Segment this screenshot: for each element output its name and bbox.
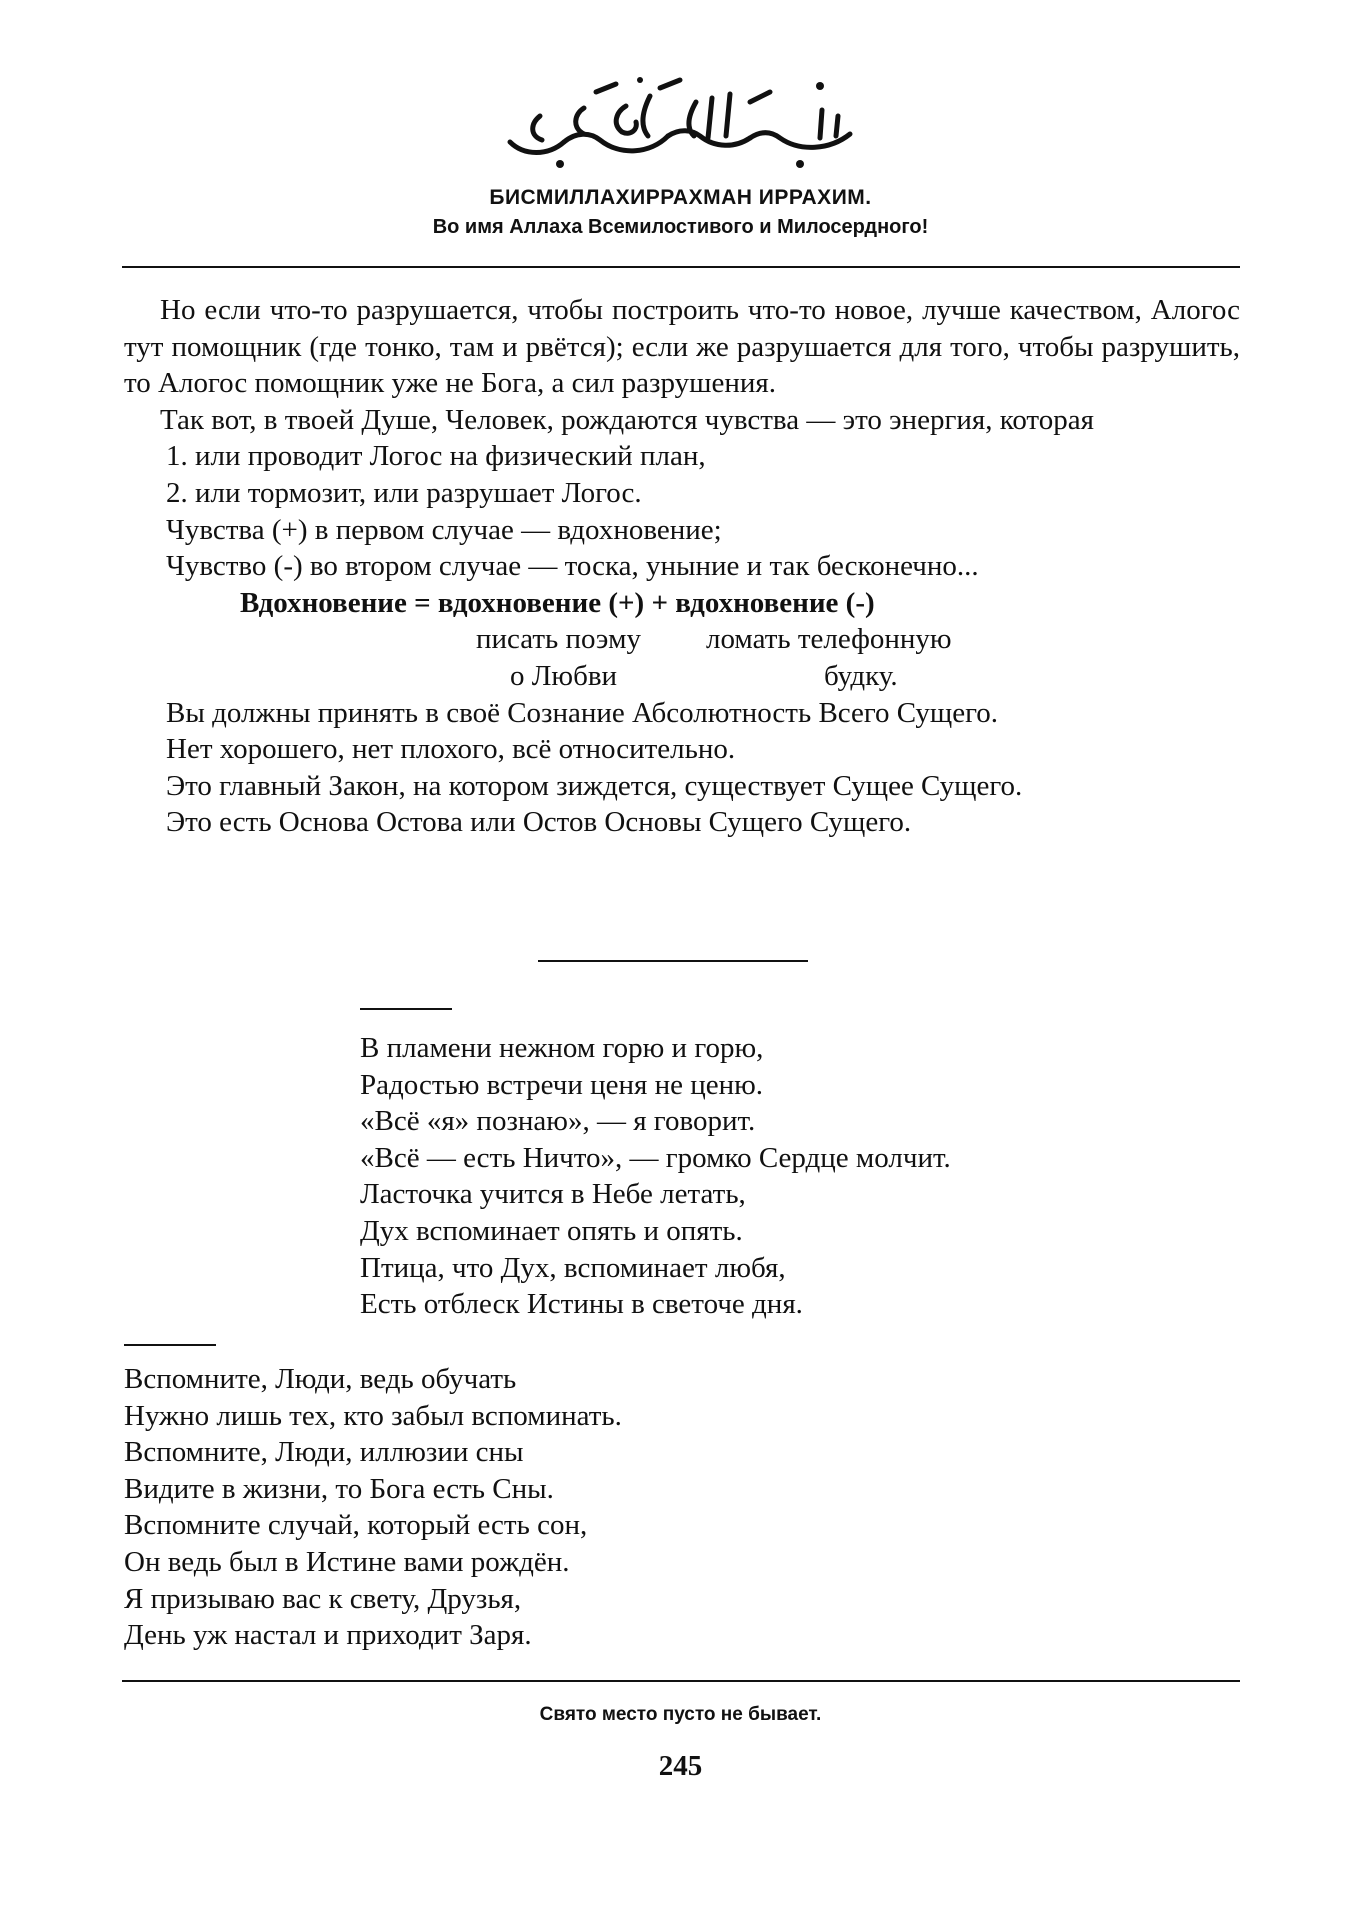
sub-right-2: будку.: [824, 659, 898, 692]
basmala-calligraphy-icon: [500, 72, 860, 172]
poem2-line: День уж настал и приходит Заря.: [124, 1619, 532, 1652]
paragraph-1: Но если что-то разрушается, чтобы построить что-то новое, лучше качеством, Алогос тут помощник (где тонко, там и рвётся); если же разрушается для того, чтобы разрушить, то Алогос помощник уже не Бога, а сил разрушения.: [124, 294, 1240, 400]
feeling-minus-line: Чувство (-) во втором случае — тоска, уныние и так бесконечно...: [166, 550, 979, 583]
poem1-line: «Всё «я» познаю», — я говорит.: [360, 1105, 756, 1138]
poem1-line: «Всё — есть Ничто», — громко Сердце молчит.: [360, 1141, 951, 1174]
poem1-line: Радостью встречи ценя не ценю.: [360, 1068, 764, 1101]
poem2-line: Я призываю вас к свету, Друзья,: [124, 1582, 522, 1615]
list-item-2: 2. или тормозит, или разрушает Логос.: [166, 476, 642, 509]
poem1-dash: [360, 1008, 452, 1010]
sub-right-1: ломать телефонную: [706, 623, 952, 656]
poem1-line: Ласточка учится в Небе летать,: [360, 1178, 746, 1211]
formula-sub-row-1: [124, 621, 1240, 658]
sub-left-2: о Любви: [510, 659, 618, 692]
header-divider: [122, 266, 1240, 268]
poem2-dash: [124, 1344, 216, 1346]
poem2-line: Вспомните случай, который есть сон,: [124, 1509, 588, 1542]
poem1-line: Дух вспоминает опять и опять.: [360, 1214, 743, 1247]
conclusion-1: Вы должны принять в своё Сознание Абсолютность Всего Сущего.: [166, 696, 999, 729]
sub-left-1: писать поэму: [476, 623, 641, 656]
poem-2: [124, 1361, 622, 1654]
poem1-line: В пламени нежном горю и горю,: [360, 1032, 764, 1064]
header-translation: Во имя Аллаха Всемилостивого и Милосердного!: [432, 216, 929, 238]
poem1-line: Птица, что Дух, вспоминает любя,: [360, 1251, 786, 1284]
main-text: [124, 292, 1240, 841]
list-item-1: 1. или проводит Логос на физический план,: [166, 440, 706, 473]
poem1-line: Есть отблеск Истины в светоче дня.: [360, 1288, 803, 1321]
poem-1: [360, 1030, 951, 1323]
section-divider: [538, 960, 808, 962]
formula-line: Вдохновение = вдохновение (+) + вдохновение (-): [240, 586, 875, 619]
formula-sub-row-2: [124, 658, 1240, 695]
conclusion-2: Нет хорошего, нет плохого, всё относительно.: [166, 733, 736, 766]
page-number: 245: [658, 1750, 703, 1782]
header-transliteration: БИСМИЛЛАХИРРАХМАН ИРРАХИМ.: [489, 186, 872, 209]
conclusion-3: Это главный Закон, на котором зиждется, существует Сущее Сущего.: [166, 769, 1023, 802]
feeling-plus-line: Чувства (+) в первом случае — вдохновение;: [166, 513, 722, 546]
footer-divider: [122, 1680, 1240, 1682]
paragraph-2: Так вот, в твоей Душе, Человек, рождаются чувства — это энергия, которая: [160, 403, 1094, 436]
poem2-line: Видите в жизни, то Бога есть Сны.: [124, 1472, 554, 1505]
poem2-line: Он ведь был в Истине вами рождён.: [124, 1545, 570, 1578]
footer-proverb: Свято место пусто не бывает.: [539, 1704, 822, 1725]
poem2-line: Вспомните, Люди, ведь обучать: [124, 1363, 517, 1395]
poem2-line: Вспомните, Люди, иллюзии сны: [124, 1436, 524, 1469]
poem2-line: Нужно лишь тех, кто забыл вспоминать.: [124, 1399, 622, 1432]
conclusion-4: Это есть Основа Остова или Остов Основы Сущего Сущего.: [166, 806, 912, 839]
